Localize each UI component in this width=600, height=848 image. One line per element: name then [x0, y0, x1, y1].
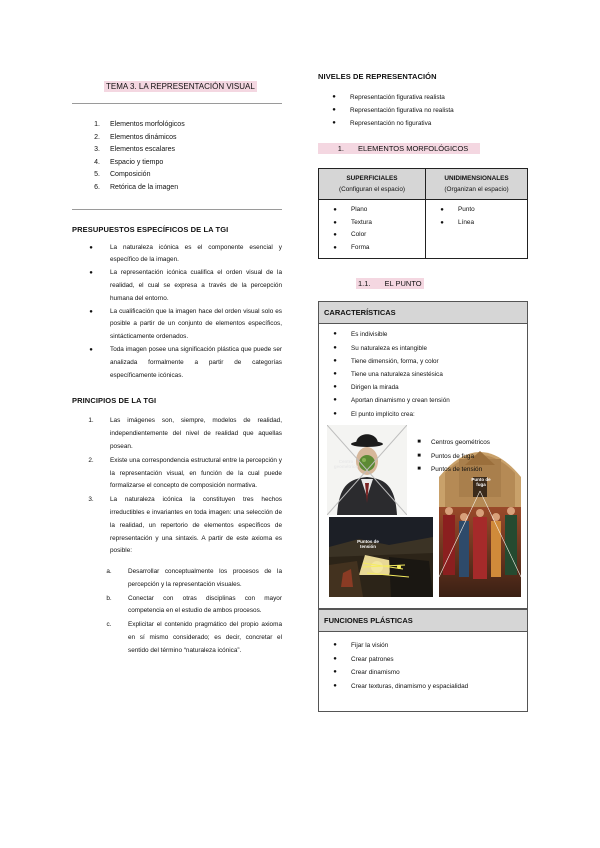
- contents-item-label: Elementos morfológicos: [110, 121, 185, 128]
- list-item: [319, 381, 527, 394]
- title-divider: [72, 103, 282, 104]
- list-item: [319, 342, 527, 355]
- bullet-icon: ●: [333, 384, 337, 391]
- list-item: [319, 653, 527, 667]
- list-item-text: Las imágenes son, siempre, modelos de realidad, independientemente del nivel de realidad que aquellas posean.: [110, 417, 282, 450]
- list-item-text: Plano: [351, 206, 368, 213]
- list-item-text: Centros geométricos: [431, 439, 490, 447]
- bullet-icon: ●: [333, 344, 337, 351]
- list-item-number: 1.: [88, 417, 94, 425]
- presupuestos-list: [72, 242, 282, 383]
- presupuestos-heading: PRESUPUESTOS ESPECÍFICOS DE LA TGI: [72, 224, 229, 234]
- list-item-text: Forma: [351, 243, 370, 251]
- morphological-table: [318, 168, 528, 259]
- principios-list: [72, 415, 282, 657]
- bullet-icon: ●: [332, 120, 336, 126]
- bullet-icon: ●: [333, 669, 337, 676]
- page-title: TEMA 3. LA REPRESENTACIÓN VISUAL: [106, 82, 255, 91]
- contents-item-label: Retórica de la imagen: [110, 183, 179, 191]
- contents-item: [72, 132, 282, 145]
- list-item-text: Punto: [458, 206, 475, 213]
- sublist-item-letter: c.: [106, 621, 112, 629]
- list-item-text: Color: [351, 231, 367, 239]
- square-bullet-icon: ■: [417, 439, 421, 446]
- bullet-icon: ●: [440, 219, 444, 226]
- bullet-icon: ●: [333, 232, 337, 239]
- list-item: [319, 368, 527, 381]
- caracteristicas-heading: CARACTERÍSTICAS: [319, 302, 527, 324]
- list-item: [407, 436, 490, 450]
- list-item: [72, 415, 282, 453]
- contents-item-label: Elementos dinámicos: [110, 133, 177, 141]
- funciones-list: [319, 639, 527, 693]
- sublist-item: [90, 593, 282, 619]
- sublist-item-text: Conectar con otras disciplinas con mayor competencia en el estudio de ambos procesos.: [128, 594, 282, 615]
- list-item: [319, 639, 527, 653]
- list-item: [72, 494, 282, 558]
- list-item: [319, 204, 425, 217]
- funciones-heading: FUNCIONES PLÁSTICAS: [319, 609, 527, 632]
- table-cell-unidimensionales: [426, 200, 528, 259]
- list-item-text: Tiene una naturaleza sinestésica: [351, 370, 443, 378]
- list-item: [319, 217, 425, 230]
- table-header-superficiales: SUPERFICIALES (Configuran el espacio): [319, 169, 426, 200]
- bullet-icon: ●: [333, 357, 337, 364]
- list-item-text: Línea: [458, 218, 474, 226]
- list-item: [319, 355, 527, 368]
- caracteristicas-sublist: [407, 436, 490, 477]
- section-1-1-heading: 1.1. EL PUNTO: [358, 279, 422, 289]
- list-item: [72, 267, 282, 305]
- bullet-icon: ●: [333, 244, 337, 251]
- caracteristicas-list: [319, 328, 527, 420]
- contents-item-number: 4.: [94, 158, 100, 166]
- bullet-icon: ●: [332, 94, 336, 100]
- bullet-icon: ●: [332, 107, 336, 113]
- list-item: [319, 408, 527, 421]
- goya-image: [329, 517, 433, 597]
- contents-item: [72, 144, 282, 157]
- list-item-text: Puntos de fuga: [431, 452, 474, 460]
- list-item: [319, 680, 527, 694]
- bullet-icon: ●: [89, 270, 93, 277]
- image-label-centro: Centro geométrico: [333, 459, 359, 470]
- bullet-icon: ●: [333, 331, 337, 338]
- magritte-image: [327, 425, 407, 515]
- list-item: [319, 328, 527, 341]
- list-item: [407, 450, 490, 464]
- list-item: [426, 204, 527, 217]
- sublist-item-text: Desarrollar conceptualmente los procesos de la percepción y la representación visuales.: [128, 568, 282, 588]
- contents-item-number: 3.: [94, 146, 100, 154]
- list-item-text: Tiene dimensión, forma, y color: [351, 357, 439, 365]
- list-item: [318, 117, 528, 130]
- list-item-text: Es indivisible: [351, 331, 388, 339]
- list-item-text: La naturaleza icónica la constituyen tres hechos irreductibles e invariantes en toda imagen: una selección de la realidad, un repertorio de elementos específicos de representación y una sintaxis. A partir de este axioma es posible:: [110, 496, 282, 555]
- right-column: [318, 66, 528, 712]
- sublist-item: [90, 566, 282, 592]
- list-item: [72, 242, 282, 268]
- list-item: [318, 104, 528, 117]
- list-item: [407, 463, 490, 477]
- list-item-text: Crear texturas, dinamismo y espacialidad: [351, 682, 469, 690]
- bullet-icon: ●: [89, 244, 93, 251]
- contents-item-label: Composición: [110, 171, 151, 179]
- bullet-icon: ●: [89, 346, 93, 353]
- contents-item-number: 1.: [94, 121, 100, 128]
- contents-item: [72, 182, 282, 195]
- list-item-text: Fijar la visión: [351, 642, 389, 650]
- bullet-icon: ●: [333, 219, 337, 226]
- list-item-text: Aportan dinamismo y crean tensión: [351, 397, 450, 405]
- sublist-item: [90, 619, 282, 657]
- list-item: [319, 242, 425, 255]
- list-item: [72, 344, 282, 382]
- list-item: [72, 455, 282, 493]
- funciones-box: [318, 609, 528, 712]
- caracteristicas-box: [318, 301, 528, 609]
- list-item-text: Representación figurativa no realista: [350, 107, 454, 114]
- table-header-unidimensionales: UNIDIMENSIONALES (Organizan el espacio): [426, 169, 528, 200]
- niveles-list: [318, 91, 528, 130]
- contents-item-number: 6.: [94, 183, 100, 191]
- list-item: [319, 394, 527, 407]
- list-item: [319, 666, 527, 680]
- contents-item-number: 2.: [94, 133, 100, 141]
- sublist-item-letter: b.: [106, 594, 112, 602]
- sublist-item-text: Explicitar el contenido pragmático del propio axioma en sí mismo considerado; es decir, concretar el sentido del término “naturaleza icónica”.: [128, 621, 282, 654]
- list-item-text: Su naturaleza es intangible: [351, 344, 427, 352]
- list-item-text: Textura: [351, 218, 372, 226]
- contents-item: [72, 119, 282, 132]
- contents-list: [72, 119, 282, 195]
- bullet-icon: ●: [440, 207, 444, 213]
- image-label-fuga: Punto de fuga: [471, 477, 491, 488]
- list-item: [72, 306, 282, 344]
- list-item-text: La naturaleza icónica es el componente esencial y específico de la imagen.: [110, 243, 282, 264]
- list-item-text: Puntos de tensión: [431, 466, 483, 474]
- contents-item: [72, 169, 282, 182]
- list-item-text: Crear patrones: [351, 655, 394, 663]
- list-item-number: 2.: [88, 456, 94, 464]
- niveles-heading: NIVELES DE REPRESENTACIÓN: [318, 72, 437, 81]
- list-item: [426, 217, 527, 230]
- list-item-text: Representación figurativa realista: [350, 94, 445, 101]
- square-bullet-icon: ■: [417, 452, 421, 459]
- bullet-icon: ●: [89, 308, 93, 315]
- left-column: [72, 66, 282, 659]
- list-item-text: El punto implícito crea:: [351, 410, 415, 418]
- bullet-icon: ●: [333, 207, 337, 213]
- bullet-icon: ●: [333, 397, 337, 404]
- list-item-text: La representación icónica cualifica el orden visual de la realidad, el cual se expresa a través de la percepción humana del entorno.: [110, 269, 282, 302]
- contents-item-number: 5.: [94, 171, 100, 179]
- contents-item-label: Elementos escalares: [110, 146, 175, 154]
- principios-sublist: [90, 566, 282, 658]
- bullet-icon: ●: [333, 370, 337, 377]
- sublist-item-letter: a.: [106, 568, 112, 576]
- table-cell-superficiales: [319, 200, 426, 259]
- bullet-icon: ●: [333, 642, 337, 649]
- bullet-icon: ●: [333, 655, 337, 662]
- list-item-text: Toda imagen posee una significación plástica que puede ser analizada formalmente a partir de categorías específicamente icónicas.: [110, 345, 282, 379]
- list-item: [318, 91, 528, 104]
- list-item-number: 3.: [88, 496, 94, 504]
- principios-heading: PRINCIPIOS DE LA TGI: [72, 396, 157, 406]
- section-1-heading: 1. ELEMENTOS MORFOLÓGICOS: [318, 143, 528, 154]
- contents-divider: [72, 209, 282, 210]
- bullet-icon: ●: [333, 682, 337, 689]
- bullet-icon: ●: [333, 410, 337, 417]
- square-bullet-icon: ■: [417, 466, 421, 473]
- list-item: [319, 229, 425, 242]
- image-label-tension: Puntos de tensión: [357, 539, 379, 550]
- list-item-text: Existe una correspondencia estructural entre la percepción y la representación visual, en función de la cual puede formalizarse el concepto de composición normativa.: [110, 456, 282, 490]
- list-item-text: Dirigen la mirada: [351, 384, 399, 392]
- list-item-text: La cualificación que la imagen hace del orden visual solo es posible a partir de un conjunto de elementos específicos, sintácticamente ordenados.: [110, 307, 282, 341]
- contents-item: [72, 157, 282, 170]
- list-item-text: Representación no figurativa: [350, 120, 432, 127]
- list-item-text: Crear dinamismo: [351, 669, 400, 677]
- contents-item-label: Espacio y tiempo: [110, 158, 164, 166]
